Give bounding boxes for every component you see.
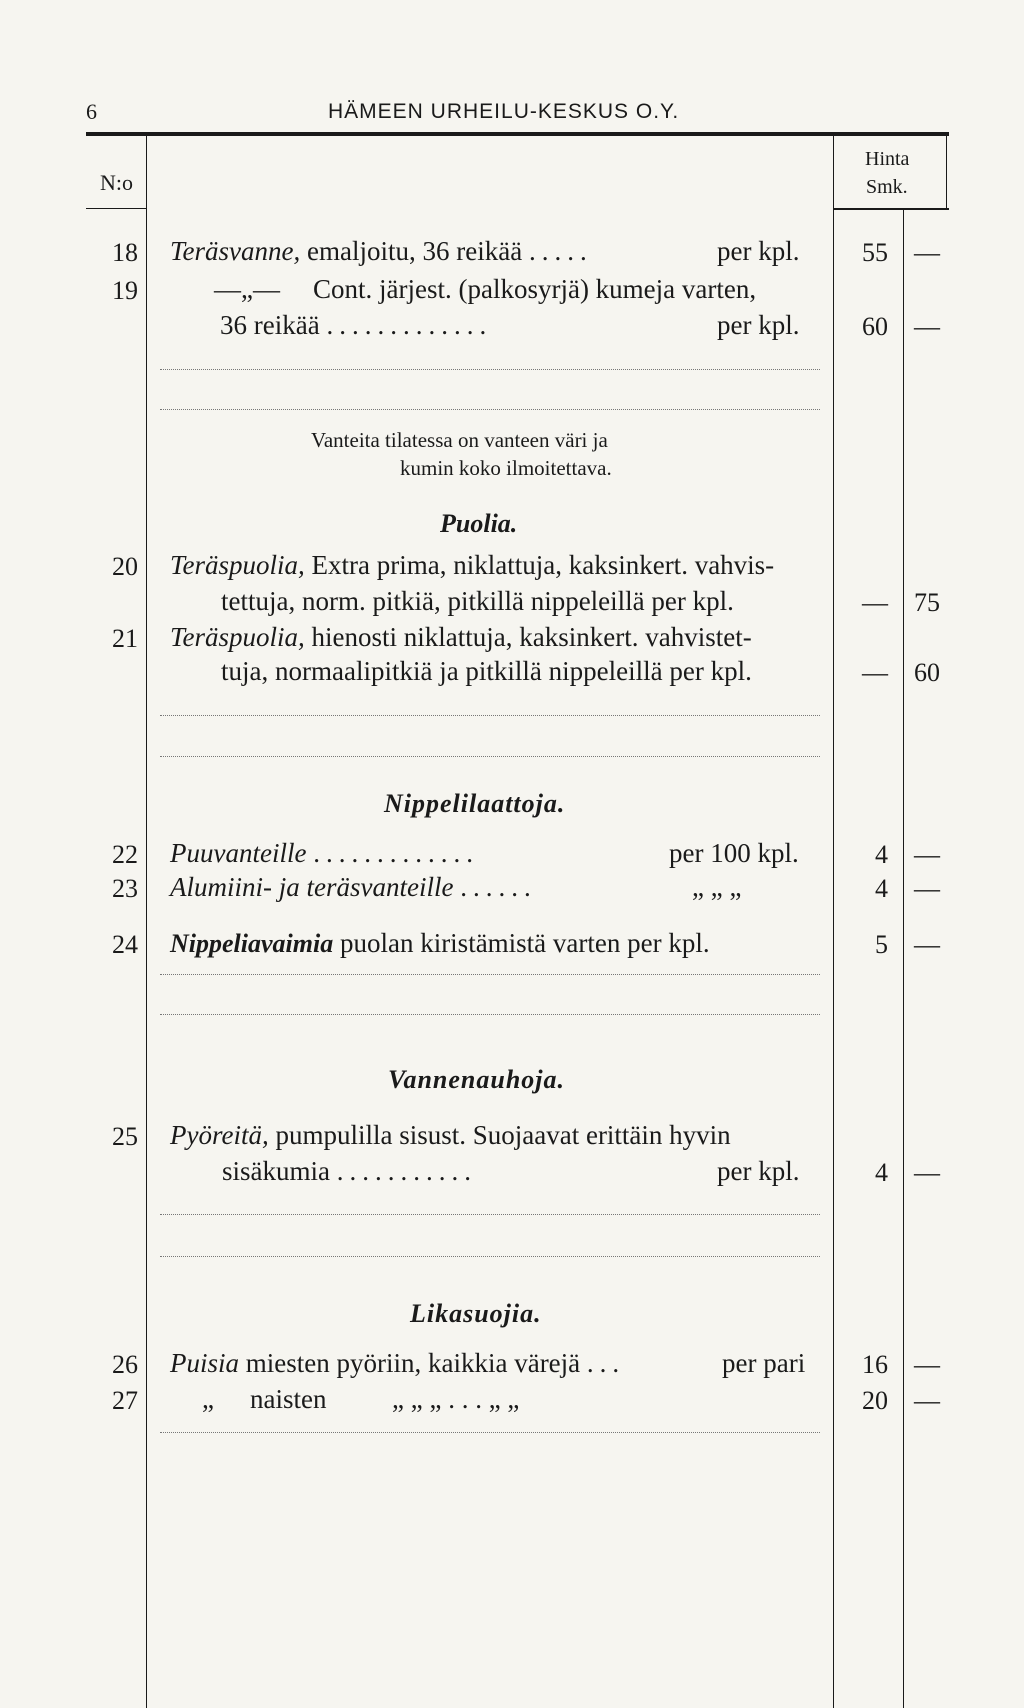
- item-number: 25: [112, 1122, 138, 1151]
- section-heading: Puolia.: [440, 509, 518, 538]
- price-penni: —: [914, 874, 940, 903]
- page-number: 6: [86, 99, 97, 124]
- product-description: miesten pyöriin, kaikkia värejä: [245, 1348, 581, 1378]
- product-description: hienosti niklattuja, kaksinkert. vahvistet-: [311, 622, 752, 652]
- ditto-marks: „ „ „ . . . „ „: [392, 1384, 520, 1414]
- order-note-cont: kumin koko ilmoitettava.: [400, 456, 612, 480]
- product-name: Teräsvanne,: [170, 236, 301, 266]
- unit-label: per 100 kpl.: [669, 838, 799, 868]
- product-description-cont: [222, 1156, 477, 1186]
- table-row: [170, 550, 774, 580]
- price-column-right-divider: [946, 136, 947, 210]
- dot-leader: .....: [528, 236, 593, 266]
- ditto-mark: —„—: [214, 274, 280, 304]
- price-penni: 60: [914, 658, 940, 687]
- ditto-mark: „: [202, 1384, 214, 1414]
- table-row: [170, 1120, 731, 1150]
- dot-leader: .............: [326, 310, 493, 340]
- dotted-separator: [160, 369, 820, 370]
- table-row: [170, 928, 710, 959]
- product-name: Alumiini- ja teräsvanteille: [170, 872, 454, 902]
- dotted-separator: [160, 756, 820, 757]
- price-penni: —: [914, 1350, 940, 1379]
- price-unit-label: Smk.: [866, 176, 908, 198]
- product-name: Puisia: [170, 1348, 240, 1378]
- no-column-divider: [146, 136, 147, 1708]
- inner-tube-label: sisäkumia: [222, 1156, 330, 1186]
- price-penni: 75: [914, 588, 940, 617]
- price-penni: —: [914, 840, 940, 869]
- table-row: [170, 838, 479, 868]
- item-number: 22: [112, 840, 138, 869]
- table-row: [170, 236, 593, 266]
- product-description: Cont. järjest. (palkosyrjä) kumeja varten,: [313, 274, 757, 304]
- order-note: Vanteita tilatessa on vanteen väri ja: [311, 428, 608, 452]
- price-markka: 4: [875, 874, 888, 903]
- table-row: [170, 622, 752, 652]
- product-description: pumpulilla sisust. Suojaavat erittäin hyvin: [275, 1120, 731, 1150]
- product-description: emaljoitu, 36 reikää: [307, 236, 523, 266]
- dotted-separator: [160, 1214, 820, 1215]
- price-markka: 4: [875, 840, 888, 869]
- dotted-separator: [160, 409, 820, 410]
- price-penni: —: [914, 1386, 940, 1415]
- dot-leader: ...........: [336, 1156, 477, 1186]
- price-markka: —: [862, 658, 888, 687]
- dotted-separator: [160, 1256, 820, 1257]
- product-name: Teräspuolia,: [170, 550, 305, 580]
- price-column-head-rule: [833, 208, 949, 210]
- item-number: 23: [112, 874, 138, 903]
- item-number: 24: [112, 930, 138, 959]
- section-heading: Nippelilaattoja.: [384, 789, 566, 818]
- product-description: puolan kiristämistä varten per kpl.: [339, 928, 710, 958]
- unit-label: per kpl.: [717, 236, 800, 266]
- product-name: Nippeliavaimia: [170, 929, 334, 958]
- product-name: Puuvanteille: [170, 838, 307, 868]
- price-markka: 20: [862, 1386, 888, 1415]
- price-column-mid-divider: [903, 210, 904, 1708]
- unit-label: per kpl.: [717, 1156, 800, 1186]
- price-column-label: Hinta: [865, 148, 910, 170]
- item-number: 19: [112, 276, 138, 305]
- price-penni: —: [914, 930, 940, 959]
- company-header: HÄMEEN URHEILU-KESKUS O.Y.: [328, 100, 680, 123]
- dotted-separator: [160, 715, 820, 716]
- dot-leader: ......: [460, 872, 537, 902]
- hole-count: 36 reikää: [220, 310, 320, 340]
- price-column-left-divider: [833, 136, 834, 1708]
- price-markka: 55: [862, 238, 888, 267]
- price-markka: —: [862, 588, 888, 617]
- price-penni: —: [914, 238, 940, 267]
- ditto-marks: „ „ „: [692, 872, 742, 902]
- item-number: 26: [112, 1350, 138, 1379]
- table-row: [170, 872, 537, 902]
- item-number: 27: [112, 1386, 138, 1415]
- price-markka: 5: [875, 930, 888, 959]
- table-row: [170, 1348, 625, 1378]
- dot-leader: ...: [586, 1348, 626, 1378]
- dot-leader: .............: [313, 838, 479, 868]
- product-name: Teräspuolia,: [170, 622, 305, 652]
- item-number: 18: [112, 238, 138, 267]
- section-heading: Vannenauhoja.: [388, 1065, 566, 1094]
- price-markka: 4: [875, 1158, 888, 1187]
- top-rule: [86, 132, 949, 136]
- product-description: naisten: [250, 1384, 327, 1414]
- unit-label: per pari: [722, 1348, 806, 1378]
- unit-label: per kpl.: [717, 310, 800, 340]
- product-description-cont: tettuja, norm. pitkiä, pitkillä nippeleillä per kpl.: [221, 586, 734, 616]
- dotted-separator: [160, 1432, 820, 1433]
- price-markka: 60: [862, 312, 888, 341]
- item-number: 21: [112, 624, 138, 653]
- section-heading: Likasuojia.: [410, 1299, 542, 1328]
- product-description-cont: tuja, normaalipitkiä ja pitkillä nippeleillä per kpl.: [221, 656, 752, 686]
- dotted-separator: [160, 974, 820, 975]
- product-name: Pyöreitä,: [170, 1120, 269, 1150]
- price-markka: 16: [862, 1350, 888, 1379]
- product-description: Extra prima, niklattuja, kaksinkert. vahvis-: [311, 550, 775, 580]
- item-number: 20: [112, 552, 138, 581]
- product-description-cont: [220, 310, 492, 340]
- price-penni: —: [914, 312, 940, 341]
- no-column-head-rule: [86, 208, 146, 209]
- dotted-separator: [160, 1014, 820, 1015]
- no-column-label: N:o: [100, 170, 133, 195]
- price-penni: —: [914, 1158, 940, 1187]
